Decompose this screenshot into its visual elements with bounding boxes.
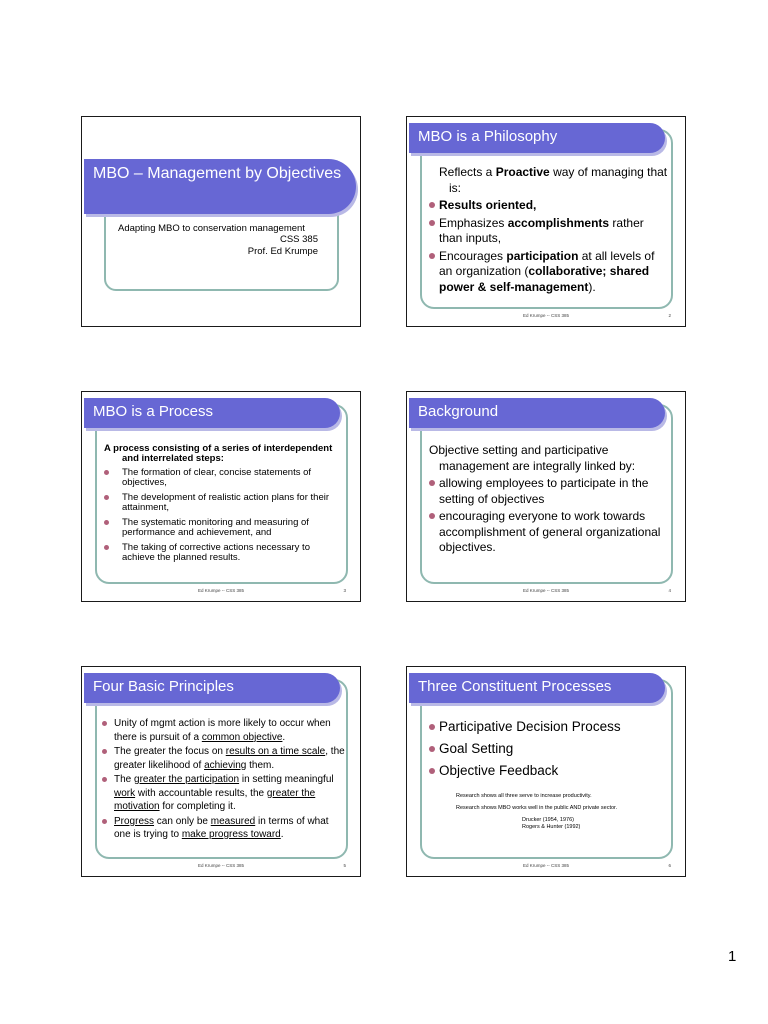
citation: Drucker (1954, 1976) [522,817,574,823]
list-item: Progress can only be measured in terms of what one is trying to make progress toward. [102,815,346,842]
slide-title: Four Basic Principles [84,673,340,703]
slide-5 [81,666,361,877]
slide-body [102,717,346,843]
subtitle-block [118,224,318,257]
slide-1 [81,116,361,327]
bullet-list [104,468,344,563]
list-item: The greater the participation in setting meaningful work with accountable results, the greater the motivation for completing it. [102,773,346,814]
list-item: The formation of clear, concise statements of objectives, [104,468,344,488]
research-note: Research shows all three serve to increase productivity. [456,793,592,799]
author: Prof. Ed Krumpe [247,246,318,257]
slide-title: MBO is a Process [84,398,340,428]
bullet-icon [429,480,435,486]
slide-number: 3 [343,588,346,593]
bullet-icon [104,545,109,550]
slide-body [429,443,669,558]
list-item: The development of realistic action plans for their attainment, [104,493,344,513]
bullet-list [429,717,669,781]
page-number: 1 [728,948,737,965]
bullet-icon [102,721,107,726]
bullet-icon [102,777,107,782]
slide-number: 5 [343,863,346,868]
list-item: Results oriented, [429,198,669,214]
list-item: Encourages participation at all levels of an organization (collaborative; shared power & self-management). [429,249,669,296]
list-item: Goal Setting [429,739,669,759]
slide-6 [406,666,686,877]
slide-footer: Ed Krumpe -- CSS 385 [197,588,245,593]
bullet-icon [429,220,435,226]
slide-title: Background [409,398,665,428]
slide-title: MBO is a Philosophy [409,123,665,153]
slide-footer: Ed Krumpe -- CSS 385 [522,588,570,593]
slide-footer: Ed Krumpe -- CSS 385 [522,313,570,318]
bullet-list [102,717,346,842]
list-item: allowing employees to participate in the setting of objectives [429,476,669,507]
slide-number: 6 [668,863,671,868]
bullet-icon [429,253,435,259]
slide-subtitle: Adapting MBO to conservation management [118,223,305,234]
bullet-icon [104,495,109,500]
slide-2 [406,116,686,327]
slide-title: MBO – Management by Objectives [84,159,356,214]
list-item: Unity of mgmt action is more likely to occur when there is pursuit of a common objective. [102,717,346,744]
slide-title: Three Constituent Processes [409,673,665,703]
list-item: Emphasizes accomplishments rather than inputs, [429,216,669,247]
slide-body [429,165,669,297]
list-item: The systematic monitoring and measuring of performance and achievement, and [104,518,344,538]
bullet-list [429,476,669,556]
list-item: Participative Decision Process [429,717,669,737]
bullet-icon [102,819,107,824]
slide-4 [406,391,686,602]
bullet-icon [429,202,435,208]
list-item: The greater the focus on results on a time scale, the greater likelihood of achieving them. [102,745,346,772]
bullet-icon [429,724,435,730]
slide-number: 2 [668,313,671,318]
intro-text: Reflects a Proactive way of managing that is: [439,165,668,195]
bullet-icon [104,520,109,525]
bullet-list [429,198,669,295]
list-item: The taking of corrective actions necessary to achieve the planned results. [104,543,344,563]
bullet-icon [429,768,435,774]
bullet-icon [429,513,435,519]
slide-3 [81,391,361,602]
research-note: Research shows MBO works well in the public AND private sector. [456,805,618,811]
course-code: CSS 385 [279,234,318,245]
bullet-icon [429,746,435,752]
bullet-icon [104,470,109,475]
slide-body [429,717,669,783]
slide-footer: Ed Krumpe -- CSS 385 [197,863,245,868]
list-item: Objective Feedback [429,761,669,781]
research-notes [456,793,656,831]
slide-number: 4 [668,588,671,593]
citation: Rogers & Hunter (1992) [522,824,581,830]
bullet-icon [102,749,107,754]
list-item: encouraging everyone to work towards accomplishment of general organizational objectives. [429,509,669,556]
slide-body [104,444,344,568]
slide-footer: Ed Krumpe -- CSS 385 [522,863,570,868]
intro-text: Objective setting and participative management are integrally linked by: [429,443,636,473]
intro-text: A process consisting of a series of interdependent and interrelated steps: [104,443,333,464]
